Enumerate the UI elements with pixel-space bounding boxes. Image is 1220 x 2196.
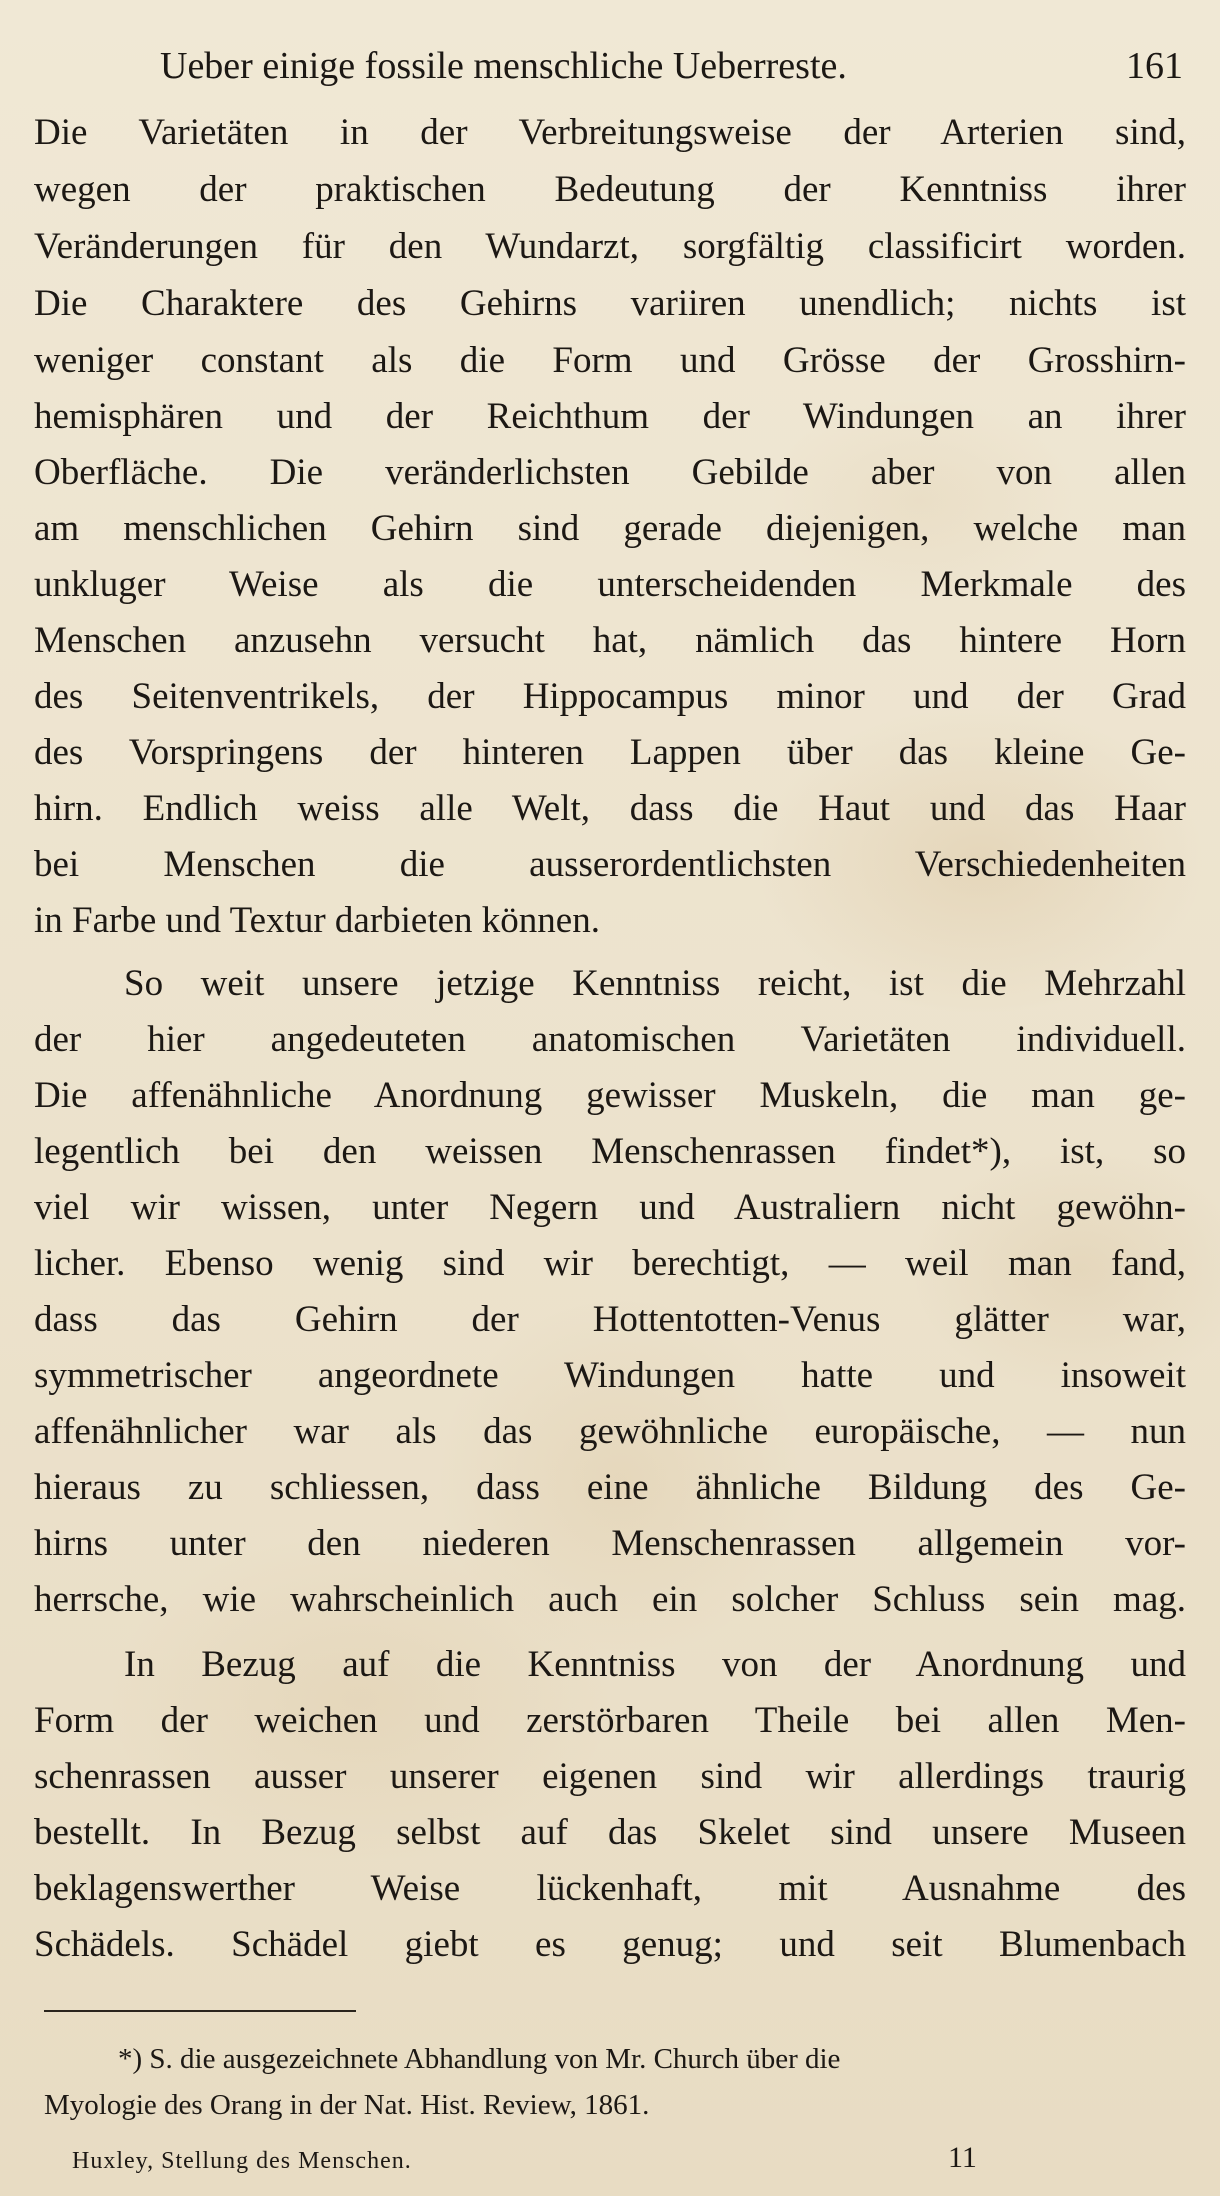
text-line: hemisphären und der Reichthum der Windungen an ihrer (34, 396, 1186, 437)
text-line: Form der weichen und zerstörbaren Theile bei allen Men- (34, 1700, 1186, 1741)
text-line: des Vorspringens der hinteren Lappen über das kleine Ge- (34, 732, 1186, 773)
text-line: hirns unter den niederen Menschenrassen allgemein vor- (34, 1523, 1186, 1564)
text-line: unkluger Weise als die unterscheidenden Merkmale des (34, 564, 1186, 605)
text-line: Menschen anzusehn versucht hat, nämlich das hintere Horn (34, 620, 1186, 661)
text-line: Die Varietäten in der Verbreitungsweise der Arterien sind, (34, 112, 1186, 153)
text-line: Die Charaktere des Gehirns variiren unendlich; nichts ist (34, 283, 1186, 324)
text-line: Oberfläche. Die veränderlichsten Gebilde aber von allen (34, 452, 1186, 493)
text-line: Die affenähnliche Anordnung gewisser Muskeln, die man ge- (34, 1075, 1186, 1116)
footer-author-title: Huxley, Stellung des Menschen. (72, 2148, 412, 2174)
text-line: in Farbe und Textur darbieten können. (34, 900, 600, 941)
page-number: 161 (1126, 45, 1183, 87)
text-line: schenrassen ausser unserer eigenen sind wir allerdings traurig (34, 1756, 1186, 1797)
footnote-line: *) S. die ausgezeichnete Abhandlung von Mr. Church über die (118, 2043, 841, 2075)
text-line: der hier angedeuteten anatomischen Varietäten individuell. (34, 1019, 1186, 1060)
text-line: In Bezug auf die Kenntniss von der Anordnung und (124, 1644, 1186, 1685)
text-line: hirn. Endlich weiss alle Welt, dass die Haut und das Haar (34, 788, 1186, 829)
text-line: viel wir wissen, unter Negern und Australiern nicht gewöhn- (34, 1187, 1186, 1228)
running-head (160, 40, 1183, 92)
text-line: legentlich bei den weissen Menschenrassen findet*), ist, so (34, 1131, 1186, 1172)
text-line: hieraus zu schliessen, dass eine ähnliche Bildung des Ge- (34, 1467, 1186, 1508)
text-line: Veränderungen für den Wundarzt, sorgfältig classificirt worden. (34, 226, 1186, 267)
text-line: Schädels. Schädel giebt es genug; und seit Blumenbach (34, 1924, 1186, 1965)
footnote-rule (44, 2010, 356, 2012)
text-line: licher. Ebenso wenig sind wir berechtigt, — weil man fand, (34, 1243, 1186, 1284)
text-line: affenähnlicher war als das gewöhnliche europäische, — nun (34, 1411, 1186, 1452)
text-line: symmetrischer angeordnete Windungen hatte und insoweit (34, 1355, 1186, 1396)
text-line: des Seitenventrikels, der Hippocampus minor und der Grad (34, 676, 1186, 717)
signature-mark: 11 (948, 2141, 977, 2174)
text-line: wegen der praktischen Bedeutung der Kenntniss ihrer (34, 169, 1186, 210)
text-line: bei Menschen die ausserordentlichsten Verschiedenheiten (34, 844, 1186, 885)
footnote-line: Myologie des Orang in der Nat. Hist. Review, 1861. (44, 2089, 650, 2121)
text-line: beklagenswerther Weise lückenhaft, mit Ausnahme des (34, 1868, 1186, 1909)
text-line: dass das Gehirn der Hottentotten-Venus glätter war, (34, 1299, 1186, 1340)
running-title: Ueber einige fossile menschliche Ueberreste. (160, 45, 847, 87)
text-line: herrsche, wie wahrscheinlich auch ein solcher Schluss sein mag. (34, 1579, 1186, 1620)
text-line: bestellt. In Bezug selbst auf das Skelet sind unsere Museen (34, 1812, 1186, 1853)
text-line: am menschlichen Gehirn sind gerade diejenigen, welche man (34, 508, 1186, 549)
text-line: weniger constant als die Form und Grösse der Grosshirn- (34, 340, 1186, 381)
text-line: So weit unsere jetzige Kenntniss reicht, ist die Mehrzahl (124, 963, 1186, 1004)
